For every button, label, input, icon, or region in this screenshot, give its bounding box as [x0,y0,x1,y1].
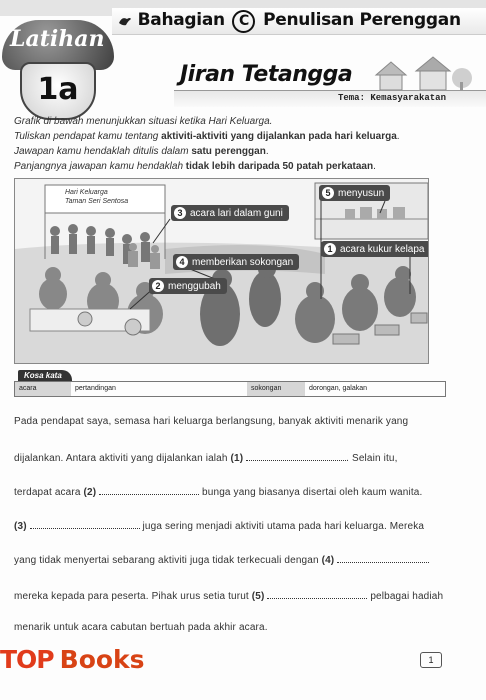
blank-4[interactable] [337,552,429,563]
callout-2: 2 menggubah [149,278,227,294]
blank-3[interactable] [30,518,140,529]
badge-label: Latihan [10,26,105,52]
blank-2[interactable] [99,484,199,495]
theme-label: Tema: Kemasyarakatan [337,93,446,103]
logo-top: TOP [0,645,54,674]
paragraph-line-3: terdapat acara (2) bunga yang biasanya disertai oleh kaum wanita. [14,484,422,498]
vocab-table [14,381,446,397]
instruction-line-2: Tuliskan pendapat kamu tentang aktiviti-aktiviti yang dijalankan pada hari keluarga. [14,131,400,142]
section-title [118,10,461,33]
bird-icon [118,15,132,27]
paragraph-line-2: dijalankan. Antara aktiviti yang dijalankan ialah (1) . Selain itu, [14,450,398,464]
page-title: Jiran Tetangga [180,62,353,87]
exercise-badge [0,20,120,115]
houses-icon [360,52,480,92]
theme-bar [174,90,486,107]
topbooks-logo [0,645,145,674]
callout-1: 1 acara kukur kelapa [321,241,429,257]
paragraph-line-7: menarik untuk acara cabutan bertuah pada akhir acara. [14,622,268,633]
badge-stem [20,62,96,120]
banner-line-1: Hari Keluarga [65,189,108,196]
callout-4: 4 memberikan sokongan [173,254,299,270]
logo-books: Books [59,645,145,674]
instruction-line-3: Jawapan kamu hendaklah ditulis dalam satu perenggan. [14,146,269,157]
section-letter: C [232,10,255,33]
badge-number: 1a [37,72,79,107]
callout-5: 5 menyusun [319,185,390,201]
vocab-meaning-1: pertandingan [75,385,116,392]
instructions [14,114,400,174]
paragraph-line-6: mereka kepada para peserta. Pihak urus setia turut (5) pelbagai hadiah [14,588,443,602]
instruction-line-1: Grafik di bawah menunjukkan situasi ketika Hari Keluarga. [14,116,273,127]
vocab-tab: Kosa kata [18,370,72,381]
blank-5[interactable] [267,588,367,599]
instruction-line-4: Panjangnya jawapan kamu hendaklah tidak lebih daripada 50 patah perkataan. [14,161,376,172]
paragraph-line-4: (3) juga sering menjadi aktiviti utama pada hari keluarga. Mereka [14,518,424,532]
vocab-word-1: acara [15,382,71,396]
paragraph-line-5: yang tidak menyertai sebarang aktiviti juga tidak terkecuali dengan (4) [14,552,429,566]
banner-line-2: Taman Seri Sentosa [65,198,129,205]
vocab-meaning-2: dorongan, galakan [309,385,367,392]
paragraph-line-1: Pada pendapat saya, semasa hari keluarga berlangsung, banyak aktiviti menarik yang [14,416,409,427]
banner-text [65,188,128,206]
blank-1[interactable] [246,450,346,461]
callout-3: 3 acara lari dalam guni [171,205,289,221]
section-name: Penulisan Perenggan [263,10,461,30]
page-number: 1 [420,652,442,668]
family-day-illustration [14,178,429,364]
vocab-word-2: sokongan [247,382,305,396]
section-prefix: Bahagian [137,10,225,30]
